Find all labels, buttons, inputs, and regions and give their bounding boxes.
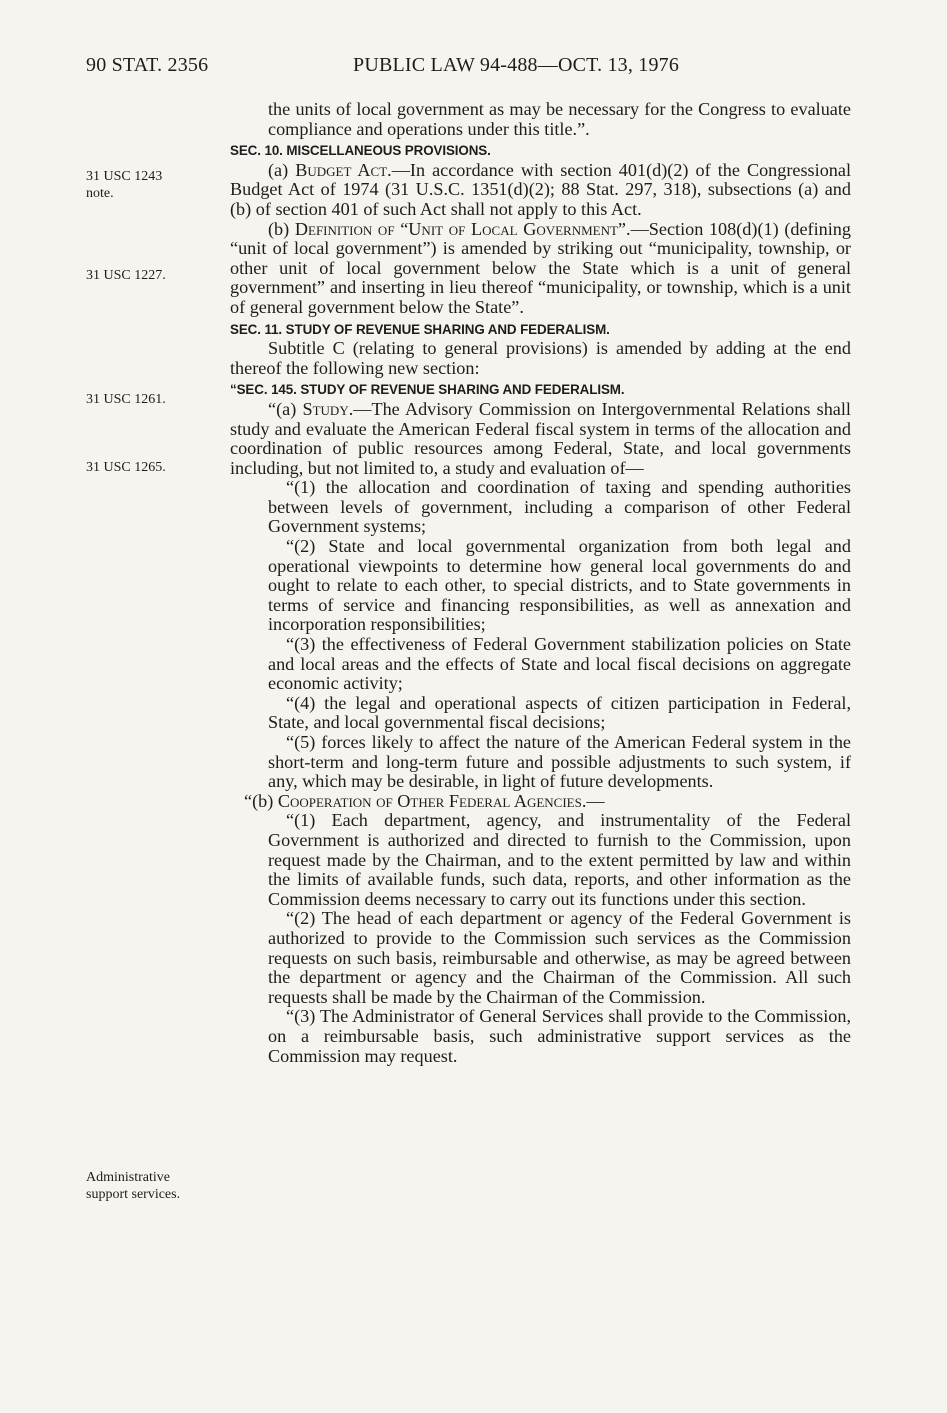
margin-note-administrative-support: Administrative support services.	[86, 1170, 181, 1202]
continuation-paragraph: the units of local government as may be necessary for the Congress to evaluate compliance and operations under this title.”.	[268, 99, 851, 139]
section-11-text: Subtitle C (relating to general provisions) is amended by adding at the end thereof the following new section:	[230, 338, 851, 378]
cooperation-item-3: “(3) The Administrator of General Services shall provide to the Commission, on a reimbursable basis, such administrative support services as the Commission may request.	[268, 1006, 851, 1066]
subsection-b-cooperation: “(b) Cooperation of Other Federal Agencies.—	[244, 790, 605, 811]
section-10-heading: SEC. 10. MISCELLANEOUS PROVISIONS.	[230, 143, 491, 159]
subsection-a-study: “(a) Study.—The Advisory Commission on Intergovernmental Relations shall study and evaluate the American Federal fiscal system in terms of the allocation and coordination of public resources among Federal, State, and local governments including, but not limited to, a study and evaluation of—	[230, 398, 851, 478]
cooperation-item-2: “(2) The head of each department or agency of the Federal Government is authorized to provide to the Commission such services as the Commission requests on such basis, reimbursable and otherwise, as may be agreed between the department or agency and the Chairman of the Commission. All such requests shall be made by the Chairman of the Commission.	[268, 908, 851, 1007]
cooperation-item-1: “(1) Each department, agency, and instrumentality of the Federal Government is authorized and directed to furnish to the Commission, upon request made by the Chairman, and to the extent permitted by law and within the limits of available funds, such data, reports, and other information as the Commission deems necessary to carry out its functions under this section.	[268, 810, 851, 909]
page-stat-number: 90 STAT. 2356	[86, 54, 209, 76]
running-head: PUBLIC LAW 94-488—OCT. 13, 1976	[353, 54, 680, 76]
margin-note-31-usc-1227: 31 USC 1227.	[86, 268, 166, 283]
subsection-b-definition: (b) Definition of “Unit of Local Government”.—Section 108(d)(1) (defining “unit of local government”) is amended by striking out “municipality, township, or other unit of local government below the State which is a unit of general government” and inserting in lieu thereof “municipality, or township, which is a unit of general government below the State”.	[230, 218, 851, 317]
subsection-a-budget-act: (a) Budget Act.—In accordance with section 401(d)(2) of the Congressional Budget Act of 1974 (31 U.S.C. 1351(d)(2); 88 Stat. 297, 318), subsections (a) and (b) of section 401 of such Act shall not apply to this Act.	[230, 159, 852, 219]
margin-note-31-usc-1243: 31 USC 1243 note.	[86, 169, 163, 201]
margin-note-31-usc-1261: 31 USC 1261.	[86, 392, 166, 407]
study-item-2: “(2) State and local governmental organization from both legal and operational viewpoints to determine how general local governments do and ought to relate to each other, to special districts, and to State governments in terms of service and financing responsibilities, as well as annexation and incorporation responsibilities;	[268, 536, 851, 635]
section-11-heading: SEC. 11. STUDY OF REVENUE SHARING AND FEDERALISM.	[230, 321, 610, 337]
section-145-heading: “SEC. 145. STUDY OF REVENUE SHARING AND FEDERALISM.	[230, 382, 625, 398]
statute-text	[230, 100, 851, 1066]
study-item-5: “(5) forces likely to affect the nature of the American Federal system in the short-term and long-term future and possible adjustments to such system, if any, which may be desirable, in light of future developments.	[268, 732, 851, 792]
margin-note-31-usc-1265: 31 USC 1265.	[86, 460, 166, 475]
study-item-4: “(4) the legal and operational aspects of citizen participation in Federal, State, and local governmental fiscal decisions;	[268, 692, 851, 733]
study-item-1: “(1) the allocation and coordination of taxing and spending authorities between levels of government, including a comparison of other Federal Government systems;	[268, 477, 851, 537]
study-item-3: “(3) the effectiveness of Federal Government stabilization policies on State and local areas and the effects of State and local fiscal decisions on aggregate economic activity;	[268, 634, 851, 694]
